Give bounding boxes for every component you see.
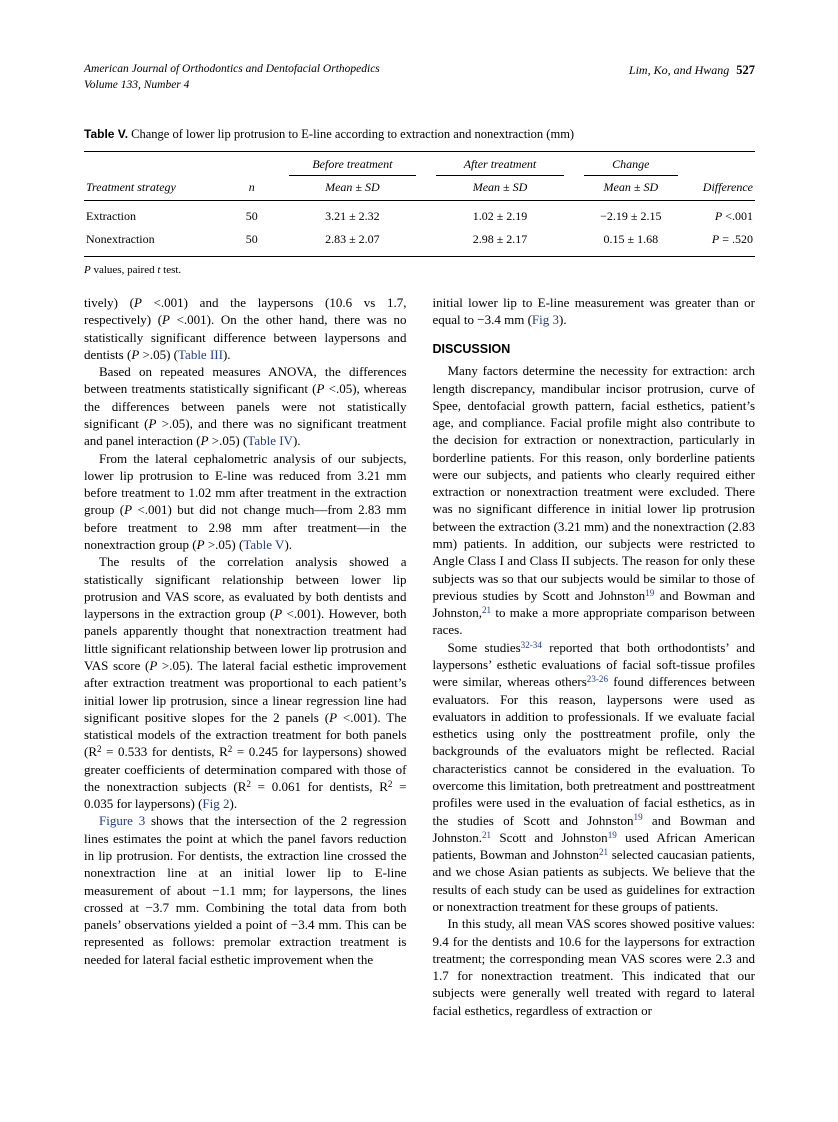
paragraph: From the lateral cephalometric analysis of our subjects, lower lip protrusion to E-line was reduced from 3.21 mm before treatment to 1.02 mm after treatment in the extraction group (P <.001) but did not change much—from 2.83 mm before treatment to 2.98 mm after treatment—in the nonextraction group (P >.05) (Table V).: [84, 450, 407, 552]
italic-text: P: [131, 346, 140, 362]
running-authors: Lim, Ko, and Hwang: [628, 63, 730, 77]
cross-reference-link[interactable]: Fig 3: [531, 312, 559, 328]
table-label: Table V.: [84, 127, 129, 142]
paragraph: In this study, all mean VAS scores showed positive values: 9.4 for the dentists and 10.6 for the laypersons for extraction treatment; the corresponding mean VAS scores were 2.3 and 1.7 for nonextraction treatment. This indicated that our subjects were generally well treated with regard to lateral facial esthetics, regardless of extraction or: [432, 916, 755, 1018]
cross-reference-link[interactable]: Figure 3: [99, 813, 146, 829]
paragraph: The results of the correlation analysis showed a statistically significant relationship between lower lip protrusion and VAS score, as evaluated by both dentists and laypersons in the extraction group (P <.001). However, both panels apparently thought that nonextraction treatment had little significant relationship between lower lip protrusion and VAS score (P >.05). The lateral facial esthetic improvement after extraction treatment was proportional to each patient’s initial lower lip protrusion, since a linear regression line had significant positive slopes for the 2 panels (P <.001). The statistical models of the extraction treatment for both panels ($R^2 = 0.533$ for dentists, $R^2 = 0.245$ for laypersons) showed greater coefficients of determination compared with those of the nonextraction subjects ($R^2 = 0.061$ for dentists, $R^2 = 0.035$ for laypersons) (Fig 2).: [84, 554, 407, 812]
italic-text: P: [124, 502, 133, 518]
citation-link[interactable]: 19: [633, 812, 643, 823]
italic-text: P: [274, 606, 283, 622]
table-cell: 50: [225, 228, 279, 257]
italic-text: P: [316, 381, 325, 397]
column-header-mean-after: Mean ± SD: [426, 176, 574, 201]
table-cell: 0.15 ± 1.68: [574, 228, 688, 257]
table-cell: 50: [245, 209, 258, 224]
italic-text: P: [162, 312, 170, 328]
table-row: [84, 228, 755, 257]
page-number: 527: [736, 63, 755, 77]
cross-reference-link[interactable]: Table III: [178, 346, 223, 362]
table-group-header-row: [84, 152, 755, 177]
table-cell: P = .520: [688, 228, 755, 257]
group-header-before: [279, 152, 427, 177]
citation-link[interactable]: 19: [607, 829, 617, 840]
citation-link[interactable]: 19: [645, 587, 655, 598]
table-row: [84, 201, 755, 229]
table-cell: −2.19 ± 2.15: [600, 209, 662, 224]
superscript-text: 2: [246, 778, 251, 789]
page-content: [84, 62, 755, 1019]
paragraph: tively) (P <.001) and the laypersons (10.6 vs 1.7, respectively) (P <.001). On the other hand, there was no statistically significant difference between laypersons and dentists (P >.05) (Table III).: [84, 295, 407, 362]
column-header-n: n: [225, 176, 279, 201]
table-caption-text: Change of lower lip protrusion to E-line according to extraction and nonextraction (mm): [131, 127, 575, 142]
paragraph: initial lower lip to E-line measurement was greater than or equal to −3.4 mm (Fig 3).: [432, 295, 755, 328]
paragraph: Figure 3 shows that the intersection of the 2 regression lines estimates the point at which the panel favors reduction in lip protrusion. For dentists, the extraction line crossed the nonextraction line at an initial lower lip to E-line measurement of about −1.1 mm; for laypersons, the lines crossed at −3.7 mm. Combining the total data from both panels’ observations yielded a point of −3.4 mm. This can be represented as follows: premolar extraction treatment is needed for lateral facial esthetic improvement when the: [84, 813, 407, 967]
citation-link[interactable]: 23-26: [586, 674, 609, 685]
superscript-text: 2: [227, 744, 233, 755]
citation-link[interactable]: 32-34: [520, 639, 542, 650]
italic-text: P: [149, 657, 158, 673]
italic-text: P: [148, 416, 157, 431]
column-header-mean-change: Mean ± SD: [574, 176, 688, 201]
table-cell: Nonextraction: [84, 228, 225, 257]
column-header-mean-before: Mean ± SD: [279, 176, 427, 201]
article-body: [84, 294, 755, 1019]
group-header-label: After treatment: [436, 155, 564, 176]
group-header-after: [426, 152, 574, 177]
table-caption: [84, 127, 755, 142]
italic-text: P: [200, 433, 209, 449]
journal-info: [84, 62, 380, 93]
cross-reference-link[interactable]: Table IV: [247, 433, 293, 449]
italic-text: P: [196, 536, 205, 552]
table-v-block: [84, 127, 755, 276]
empty-header-cell: [688, 152, 755, 177]
citation-link[interactable]: 21: [481, 605, 492, 616]
paragraph: Based on repeated measures ANOVA, the differences between treatments statistically significant (P <.05), whereas the differences between panels were not statistically significant (P >.05), and there was no significant treatment and panel interaction (P >.05) (Table IV).: [84, 364, 407, 449]
superscript-text: 2: [97, 744, 102, 755]
column-header-difference: Difference: [688, 176, 755, 201]
column-header-strategy: Treatment strategy: [84, 176, 225, 201]
italic-text: P: [329, 709, 338, 725]
italic-text: P: [711, 232, 720, 247]
empty-header-cell: [84, 152, 225, 177]
italic-text: P: [133, 295, 142, 311]
results-table: [84, 151, 755, 257]
group-header-label: Change: [584, 155, 678, 176]
cross-reference-link[interactable]: Fig 2: [202, 796, 230, 812]
table-cell: 2.98 ± 2.17: [426, 228, 574, 257]
table-body: [84, 201, 755, 257]
citation-link[interactable]: 21: [598, 847, 609, 857]
running-head: [84, 62, 755, 93]
group-header-change: [574, 152, 688, 177]
journal-title: American Journal of Orthodontics and Dentofacial Orthopedics: [84, 63, 380, 75]
authors-and-page: [629, 62, 755, 80]
table-cell: Extraction: [86, 209, 136, 224]
right-column: [433, 294, 756, 1019]
left-column: [84, 294, 407, 1019]
italic-text: t: [157, 264, 161, 277]
paragraph: Many factors determine the necessity for extraction: arch length discrepancy, mandibular incisor protrusion, curve of Spee, dentofacial growth pattern, facial esthetics, patient’s age, and compliance. Facial profile might also contribute to the decision for extraction or nonextraction, particularly in borderline patients. For this reason, only borderline patients were our subjects, and patients who clearly required either extraction or nonextraction treatment were excluded. There was no significant difference in initial lower lip protrusion between the extraction (3.21 mm) and the nonextraction (2.83 mm) patients. In addition, our subjects were restricted to Angle Class I and Class II subjects. The reason for only these subjects was so that our subjects would be similar to those of previous studies by Scott and Johnston$^{19}$ and Bowman and Johnston,$^{21}$ to make a more appropriate comparison between races.: [432, 363, 756, 638]
citation-link[interactable]: 21: [481, 829, 492, 840]
table-cell: P <.001: [714, 209, 753, 224]
empty-header-cell: [225, 152, 279, 177]
cross-reference-link[interactable]: Table V: [243, 536, 285, 552]
table-footnote: P values, paired t test.: [84, 264, 182, 277]
table-cell: 2.83 ± 2.07: [279, 228, 427, 257]
italic-text: P: [714, 209, 723, 224]
paragraph: Some studies$^{32-34}$ reported that both orthodontists’ and laypersons’ esthetic evaluations of facial soft-tissue profiles were similar, whereas others$^{23-26}$ found differences between evaluators. For this reason, laypersons were used as evaluators in addition to professionals. If we evaluate facial esthetics using only the posttreatment profile, only the backgrounds of the evaluators might be reflected. Racial characteristics cannot be considered in the evaluation. To overcome this limitation, both pretreatment and posttreatment profiles were used in the evaluation of facial esthetics, as in the studies of Scott and Johnston$^{19}$ and Bowman and Johnston.$^{21}$ Scott and Johnston$^{19}$ used African American patients, Bowman and Johnston$^{21}$ selected caucasian patients, and we chose Asian patients as subjects. We believe that the results of each study can be used as guidelines for extraction or nonextraction treatment for these groups of patients.: [432, 639, 756, 914]
group-header-label: Before treatment: [289, 155, 417, 176]
section-heading: DISCUSSION: [432, 341, 511, 356]
table-cell: 1.02 ± 2.19: [472, 209, 528, 224]
italic-text: P: [84, 264, 91, 277]
table-header-row: [84, 176, 755, 201]
table-cell: 3.21 ± 2.32: [325, 209, 380, 224]
journal-issue: Volume 133, Number 4: [84, 78, 190, 91]
superscript-text: 2: [387, 778, 393, 789]
